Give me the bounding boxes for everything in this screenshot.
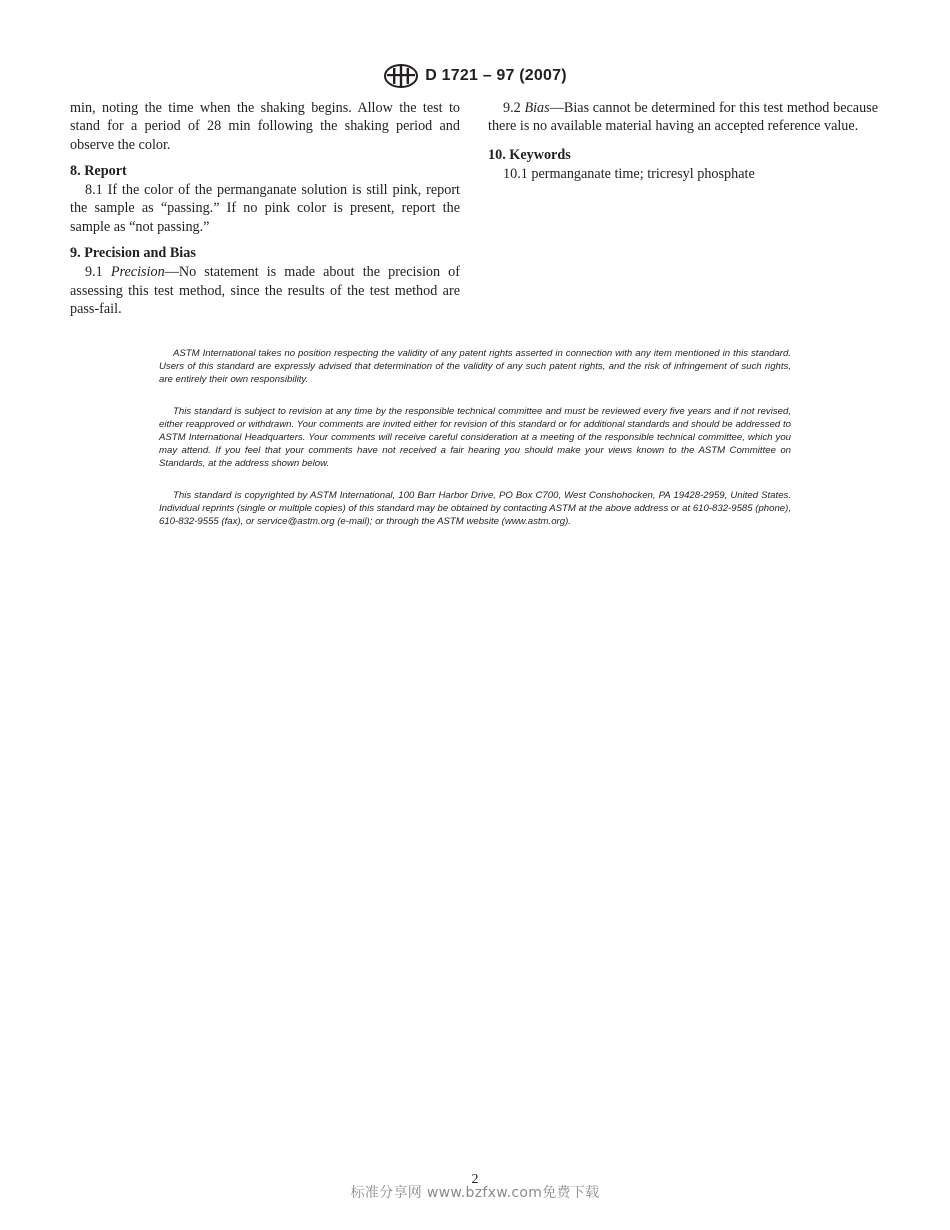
- bias-term: Bias: [524, 100, 550, 116]
- legal-notices: [159, 347, 791, 547]
- section-9-2-paragraph: [488, 99, 878, 136]
- continuation-paragraph: min, noting the time when the shaking begins. Allow the test to stand for a period of 28 min following the shaking period and observe the color.: [70, 100, 460, 153]
- section-9-2-text: —Bias cannot be determined for this test method because there is no available material having an accepted reference value.: [488, 100, 878, 135]
- section-9-heading: 9. Precision and Bias: [70, 245, 196, 262]
- precision-term: Precision: [110, 264, 165, 281]
- copyright-notice: This standard is copyrighted by ASTM International, 100 Barr Harbor Drive, PO Box C700, West Conshohocken, PA 19428-2959, United States. Individual reprints (single or multiple copies) of this standard may be obtained by contacting ASTM at the above address or at 610-832-9585 (phone), 610-832-9555 (fax), or service@astm.org (e-mail); or through the ASTM website (www.astm.org).: [159, 489, 791, 528]
- section-9-1-paragraph: [70, 263, 460, 318]
- section-9-1-number: 9.1: [85, 264, 103, 281]
- astm-logo-icon: [383, 63, 419, 89]
- section-9-1-text: —No statement is made about the precision of assessing this test method, since the results of the test method are pass-fail.: [70, 264, 461, 317]
- standard-designation: D 1721 – 97 (2007): [425, 67, 567, 84]
- revision-notice: This standard is subject to revision at any time by the responsible technical committee and must be reviewed every five years and if not revised, either reapproved or withdrawn. Your comments are invited either for revision of this standard or for additional standards and should be addressed to ASTM International Headquarters. Your comments will receive careful consideration at a meeting of the responsible technical committee, which you may attend. If you feel that your comments have not received a fair hearing you should make your views known to the ASTM Committee on Standards, at the address shown below.: [159, 405, 791, 470]
- section-9-2-number: 9.2: [503, 100, 521, 116]
- section-10-1-paragraph: 10.1 permanganate time; tricresyl phosphate: [503, 165, 755, 182]
- left-column: [70, 99, 460, 318]
- document-header: [0, 62, 950, 90]
- section-10-heading: 10. Keywords: [488, 146, 571, 163]
- section-8-heading: 8. Report: [70, 162, 127, 179]
- section-8-1-paragraph: 8.1 If the color of the permanganate solution is still pink, report the sample as “passing.” If no pink color is present, report the sample as “not passing.”: [70, 182, 460, 235]
- patent-notice: ASTM International takes no position respecting the validity of any patent rights asserted in connection with any item mentioned in this standard. Users of this standard are expressly advised that determination of the validity of any such patent rights, and the risk of infringement of such rights, are entirely their own responsibility.: [159, 348, 791, 386]
- page-number: 2: [471, 1172, 479, 1187]
- right-column: [488, 99, 878, 183]
- site-watermark: 标准分享网 www.bzfxw.com免费下载: [350, 1185, 600, 1201]
